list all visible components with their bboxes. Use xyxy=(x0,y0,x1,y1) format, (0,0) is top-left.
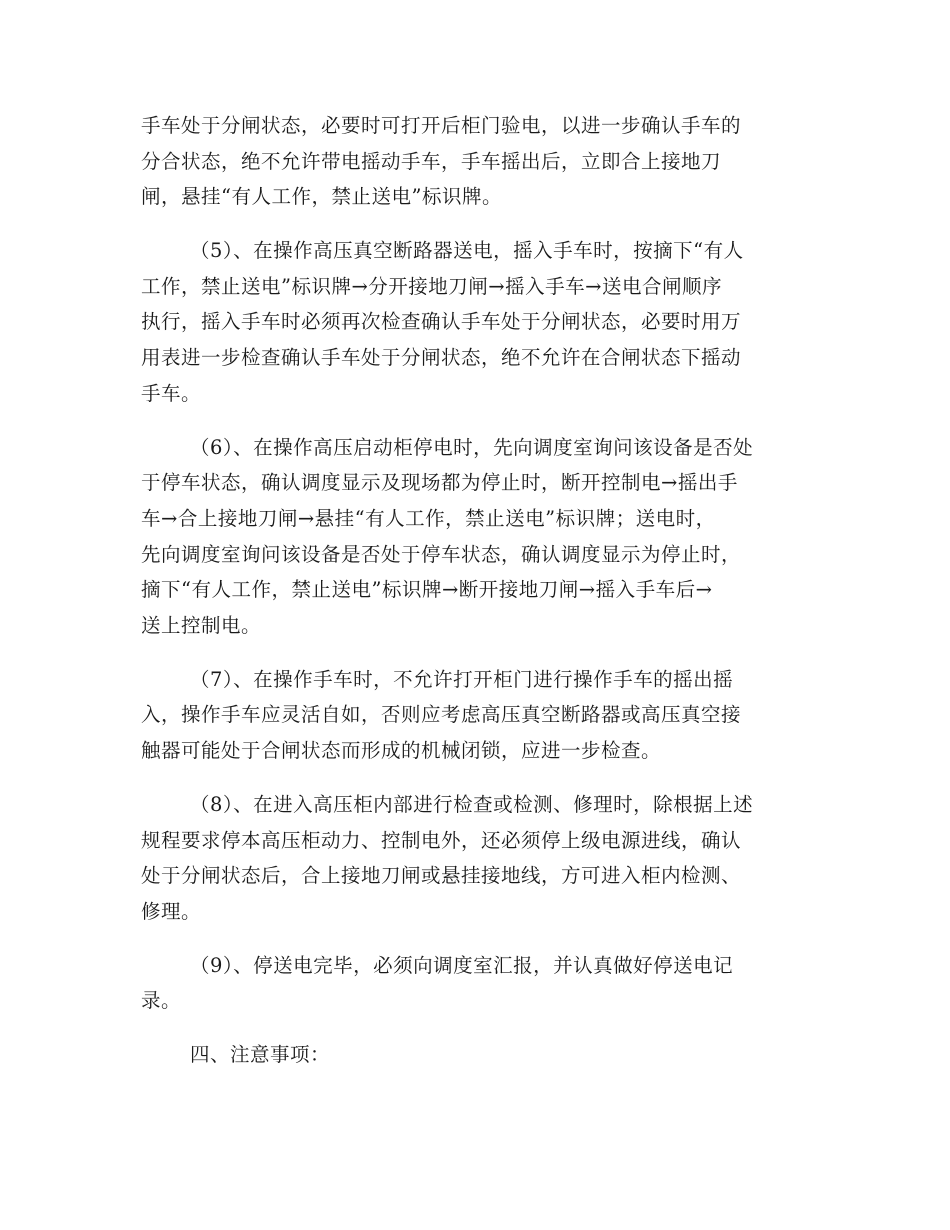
section-heading-text: 四、注意事项： xyxy=(190,1043,331,1066)
text-line: （9）、停送电完毕，必须向调度室汇报，并认真做好停送电记 xyxy=(190,954,734,977)
text-line: 处于分闸状态后，合上接地刀闸或悬挂接地线，方可进入柜内检测、 xyxy=(141,864,742,887)
text-line: 执行，摇入手车时必须再次检查确认手车处于分闸状态，必要时用万 xyxy=(141,310,742,333)
text-line: 触器可能处于合闸状态而形成的机械闭锁，应进一步检查。 xyxy=(141,739,662,762)
text-line: 修理。 xyxy=(141,900,202,923)
text-line: （6）、在操作高压启动柜停电时，先向调度室询问该设备是否处 xyxy=(190,436,754,459)
text-line: 车→合上接地刀闸→悬挂“有人工作，禁止送电”标识牌；送电时， xyxy=(141,507,716,530)
text-line: 先向调度室询问该设备是否处于停车状态，确认调度显示为停止时， xyxy=(141,543,742,566)
text-line: （8）、在进入高压柜内部进行检查或检测、修理时，除根据上述 xyxy=(190,793,754,816)
text-line: （5）、在操作高压真空断路器送电，摇入手车时，按摘下“有人 xyxy=(190,239,744,262)
text-line: 手车处于分闸状态，必要时可打开后柜门验电，以进一步确认手车的 xyxy=(141,114,742,137)
text-line: 录。 xyxy=(141,989,182,1012)
text-line: 入，操作手车应灵活自如，否则应考虑高压真空断路器或高压真空接 xyxy=(141,703,742,726)
text-line: 规程要求停本高压柜动力、控制电外，还必须停上级电源进线，确认 xyxy=(141,829,742,852)
text-line: 分合状态，绝不允许带电摇动手车，手车摇出后，立即合上接地刀 xyxy=(141,150,722,173)
text-line: 工作，禁止送电”标识牌→分开接地刀闸→摇入手车→送电合闸顺序 xyxy=(141,275,722,298)
text-line: 于停车状态，确认调度显示及现场都为停止时，断开控制电→摇出手 xyxy=(141,471,738,494)
text-line: 用表进一步检查确认手车处于分闸状态，绝不允许在合闸状态下摇动 xyxy=(141,346,742,369)
text-line: （7）、在操作手车时，不允许打开柜门进行操作手车的摇出摇 xyxy=(190,668,734,691)
text-line: 送上控制电。 xyxy=(141,614,262,637)
text-line: 闸，悬挂“有人工作，禁止送电”标识牌。 xyxy=(141,185,502,208)
text-line: 手车。 xyxy=(141,382,202,405)
text-line: 摘下“有人工作，禁止送电”标识牌→断开接地刀闸→摇入手车后→ xyxy=(141,578,713,601)
